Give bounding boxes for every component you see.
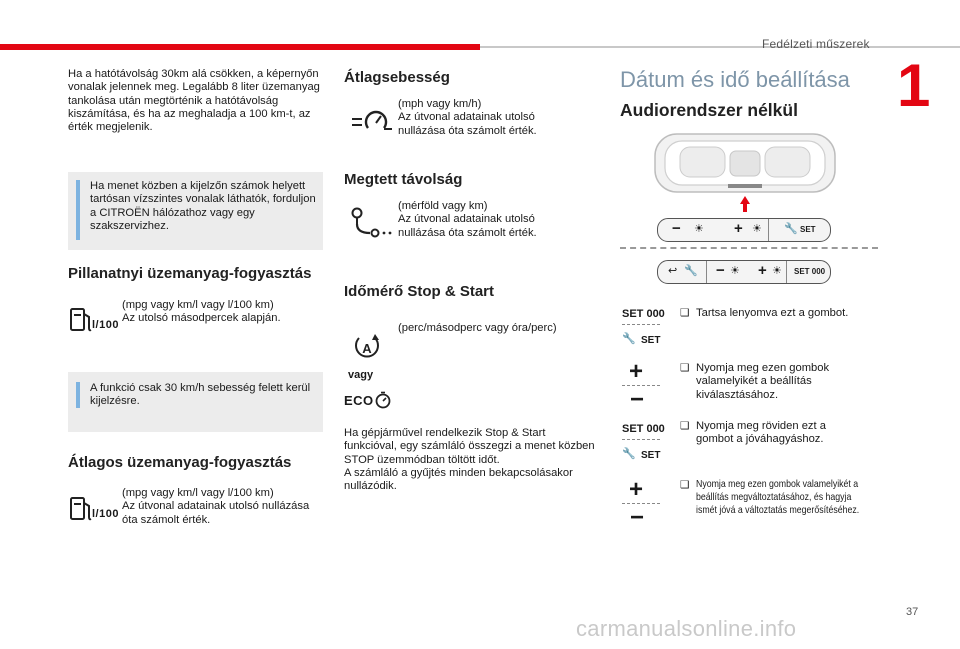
- without-audio-subtitle: Audiorendszer nélkül: [620, 100, 798, 120]
- distance-text: (mérföld vagy km) Az útvonal adatainak utolsó nullázása óta számolt érték.: [398, 200, 537, 239]
- header-grey-bar: [480, 46, 960, 48]
- average-speed-heading: Átlagsebesség: [344, 69, 450, 86]
- set-label: SET: [641, 335, 661, 346]
- distance-heading: Megtett távolság: [344, 171, 463, 188]
- minus-icon: −: [630, 504, 645, 531]
- svg-text:A: A: [362, 341, 372, 356]
- average-consumption-heading: Átlagos üzemanyag-fogyasztás: [68, 454, 292, 471]
- brightness-low-icon: ☀: [694, 223, 704, 235]
- minus-button[interactable]: −: [672, 220, 681, 237]
- info-box-1: [68, 172, 323, 250]
- plus-button[interactable]: +: [734, 220, 743, 237]
- eco-timer-icon: [374, 391, 392, 409]
- step-bullet: ❑: [680, 420, 690, 432]
- step-2-text: Nyomja meg ezen gombok valamelyikét a beállítás kiválasztásához.: [696, 362, 830, 401]
- or-label: vagy: [348, 369, 374, 381]
- minus-button[interactable]: −: [716, 262, 725, 279]
- info-box-2-text: A funkció csak 30 km/h sebesség felett kerül kijelzésre.: [90, 382, 311, 408]
- plus-button[interactable]: +: [758, 262, 767, 279]
- wrench-icon: 🔧: [784, 223, 798, 235]
- stop-start-icon: [353, 330, 381, 362]
- info-box-marker: [76, 180, 80, 240]
- step-bullet: ❑: [680, 479, 690, 491]
- l100-label: l/100: [92, 319, 119, 331]
- plus-icon: +: [629, 358, 644, 385]
- step-bullet: ❑: [680, 307, 690, 319]
- intro-paragraph: Ha a hatótávolság 30km alá csökken, a képernyőn vonalak jelennek meg. Legalább 8 liter üzemanyag tankolása után megtörténik a hatótávolság kiszámítása, és ha az meghaladja a 100 km-t, az érték megjelenik.: [68, 68, 320, 134]
- stop-start-paragraph: Ha gépjárművel rendelkezik Stop & Start funkcióval, egy számláló összegzi a menet közben STOP üzemmódban töltött időt. A számláló a gyűjtés minden bekapcsolásakor nullázódik.: [344, 427, 595, 493]
- info-box-1-text: Ha menet közben a kijelzőn számok helyett tartósan vízszintes vonalak láthatók, forduljon a CITROËN hálózathoz vagy egy szakszervizhez.: [90, 180, 316, 232]
- set-000-button[interactable]: SET 000: [794, 267, 826, 276]
- instrument-cluster-illustration: [650, 130, 840, 212]
- icon-divider: [622, 324, 660, 325]
- page-number: 37: [906, 606, 919, 618]
- set-button[interactable]: SET: [800, 225, 816, 234]
- brightness-low-icon: ☀: [730, 265, 740, 277]
- route-pin-icon: [350, 206, 394, 240]
- speedometer-icon: [350, 108, 394, 134]
- average-speed-text: (mph vagy km/h) Az útvonal adatainak utolsó nullázása óta számolt érték.: [398, 98, 537, 137]
- l100-label: l/100: [92, 508, 119, 520]
- set-000-icon: SET 000: [622, 308, 665, 320]
- step-1-text: Tartsa lenyomva ezt a gombot.: [696, 307, 849, 319]
- control-panel-2: [657, 260, 831, 284]
- instant-consumption-text: (mpg vagy km/l vagy l/100 km) Az utolsó másodpercek alapján.: [122, 299, 281, 325]
- panel-divider: [786, 261, 787, 283]
- brightness-high-icon: ☀: [752, 223, 762, 235]
- set-000-icon: SET 000: [622, 423, 665, 435]
- watermark: carmanualsonline.info: [576, 616, 797, 641]
- back-arrow-icon: ↩: [668, 265, 678, 277]
- stop-start-text: (perc/másodperc vagy óra/perc): [398, 322, 557, 334]
- average-consumption-text: (mpg vagy km/l vagy l/100 km) Az útvonal adatainak utolsó nullázása óta számolt érték.: [122, 487, 310, 526]
- wrench-icon: 🔧: [684, 265, 698, 277]
- step-bullet: ❑: [680, 362, 690, 374]
- section-title: Fedélzeti műszerek: [762, 37, 870, 51]
- header-red-bar: [0, 44, 480, 50]
- dashed-divider: [620, 247, 878, 249]
- step-3-text: Nyomja meg röviden ezt a gombot a jóváhagyáshoz.: [696, 420, 826, 446]
- wrench-icon: 🔧: [622, 448, 636, 460]
- chapter-number: 1: [897, 52, 931, 119]
- wrench-icon: 🔧: [622, 333, 636, 345]
- eco-label: ECO: [344, 393, 374, 408]
- icon-divider: [622, 439, 660, 440]
- panel-divider: [706, 261, 707, 283]
- stop-start-heading: Időmérő Stop & Start: [344, 283, 495, 300]
- set-label: SET: [641, 450, 661, 461]
- brightness-high-icon: ☀: [772, 265, 782, 277]
- minus-icon: −: [630, 386, 645, 413]
- instant-consumption-heading: Pillanatnyi üzemanyag-fogyasztás: [68, 265, 312, 282]
- panel-divider: [768, 219, 769, 241]
- step-4-text: Nyomja meg ezen gombok valamelyikét a beállítás megváltoztatásához, és hagyja ismét jóvá a változtatás megerősítéséhez.: [696, 479, 860, 516]
- date-time-title: Dátum és idő beállítása: [620, 67, 850, 92]
- info-box-marker: [76, 382, 80, 408]
- plus-icon: +: [629, 476, 644, 503]
- control-panel-1: [657, 218, 831, 242]
- info-box-2: [68, 372, 323, 432]
